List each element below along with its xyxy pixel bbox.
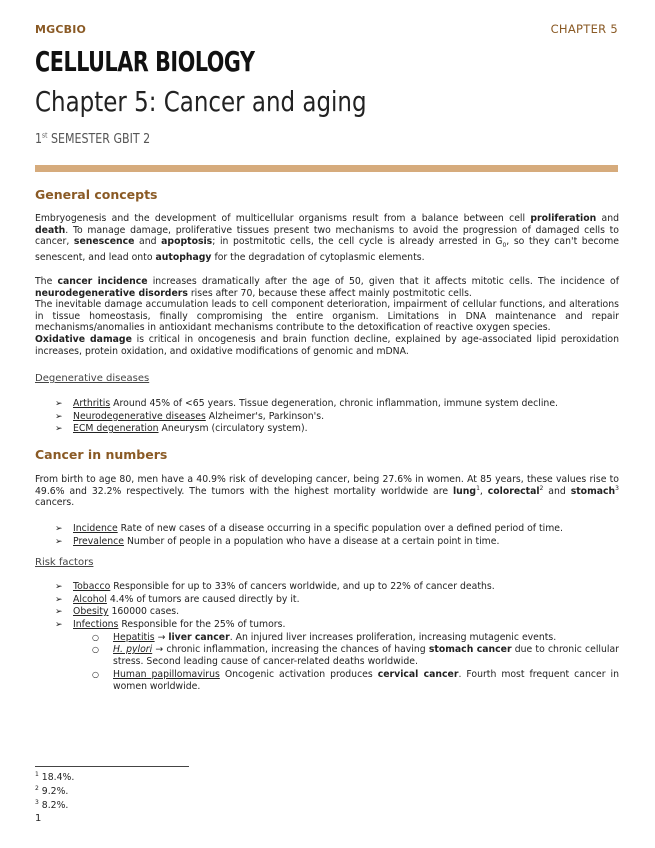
footnote-2: $^2$ 9.2%. xyxy=(35,784,69,797)
list-item: ➢ Prevalence Number of people in a population who have a disease at a certain point in time. xyxy=(35,536,619,549)
footnote-1: $^1$ 18.4%. xyxy=(35,770,75,783)
footnote-divider xyxy=(35,766,189,767)
list-item: ➢ ECM degeneration Aneurysm (circulatory system). xyxy=(35,423,619,436)
footnote-3: $^3$ 8.2%. xyxy=(35,798,69,811)
list-item: ➢ Infections Responsible for the 25% of tumors. xyxy=(35,619,619,632)
list-item: ➢ Alcohol 4.4% of tumors are caused directly by it. xyxy=(35,594,619,607)
chapter-title: Chapter 5: Cancer and aging xyxy=(35,85,367,118)
list-item: ➢ Tobacco Responsible for up to 33% of cancers worldwide, and up to 22% of cancer deaths. xyxy=(35,581,619,594)
list-degenerative xyxy=(35,398,619,436)
list-item: ○ H. pylori → chronic inflammation, increasing the chances of having stomach cancer due to chronic cellular stress. Second leading cause of cancer-related deaths worldwide. xyxy=(35,644,619,668)
section-heading-general: General concepts xyxy=(35,187,158,202)
list-infections xyxy=(35,632,619,693)
semester-label: 1st SEMESTER GBIT 2 xyxy=(35,131,151,147)
paragraph-general-2: The cancer incidence increases dramatically after the age of 50, given that it affects mitotic cells. The incidence of neurodegenerative disorders rises after 70, because these affect mainly postmitotic cells. The inevitable damage accumulation leads to cell component deterioration, impairment of cellular functions, and alterations in tissue homeostasis, finally compromising the entire organism. Limitations in DNA maintenance and repair mechanisms/anomalies in antioxidant mechanisms contribute to the detoxification of reactive oxygen species. Oxidative damage is critical in oncogenesis and brain function decline, explained by age-associated lipid peroxidation increases, protein oxidation, and oxidative modifications of genomic and mDNA. xyxy=(35,276,619,357)
title-divider xyxy=(35,165,618,172)
list-item: ➢ Arthritis Around 45% of <65 years. Tissue degeneration, chronic inflammation, immune system decline. xyxy=(35,398,619,411)
subheading-risk-factors: Risk factors xyxy=(35,557,94,568)
page-number: 1 xyxy=(35,813,42,824)
header-chapter: CHAPTER 5 xyxy=(550,22,618,36)
list-definitions xyxy=(35,523,619,548)
header-course-code: MGCBIO xyxy=(35,23,87,36)
list-item: ○ Hepatitis → liver cancer. An injured liver increases proliferation, increasing mutagenic events. xyxy=(35,632,619,644)
list-risk-factors xyxy=(35,581,619,631)
paragraph-general-1: Embryogenesis and the development of multicellular organisms result from a balance between cell proliferation and death. To manage damage, proliferative tissues present two mechanisms to avoid the progression of damaged cells to cancer, senescence and apoptosis; in postmitotic cells, the cell cycle is already arrested in $G_0$, so they can't become senescent, and lead onto autophagy for the degradation of cytoplasmic elements. xyxy=(35,213,620,263)
list-item: ○ Human papillomavirus Oncogenic activation produces cervical cancer. Fourth most frequent cancer in women worldwide. xyxy=(35,669,619,693)
paragraph-numbers: From birth to age 80, men have a 40.9% risk of developing cancer, being 27.6% in women. At 85 years, these values rise to 49.6% and 32.2% respectively. The tumors with the highest mortality worldwide are lung$^1$, colorectal$^2$ and stomach$^3$ cancers. xyxy=(35,474,619,509)
document-title: CELLULAR BIOLOGY xyxy=(35,45,255,78)
list-item: ➢ Neurodegenerative diseases Alzheimer's, Parkinson's. xyxy=(35,411,619,424)
section-heading-numbers: Cancer in numbers xyxy=(35,447,168,462)
list-item: ➢ Obesity 160000 cases. xyxy=(35,606,619,619)
subheading-degenerative: Degenerative diseases xyxy=(35,373,150,384)
list-item: ➢ Incidence Rate of new cases of a disease occurring in a specific population over a defined period of time. xyxy=(35,523,619,536)
